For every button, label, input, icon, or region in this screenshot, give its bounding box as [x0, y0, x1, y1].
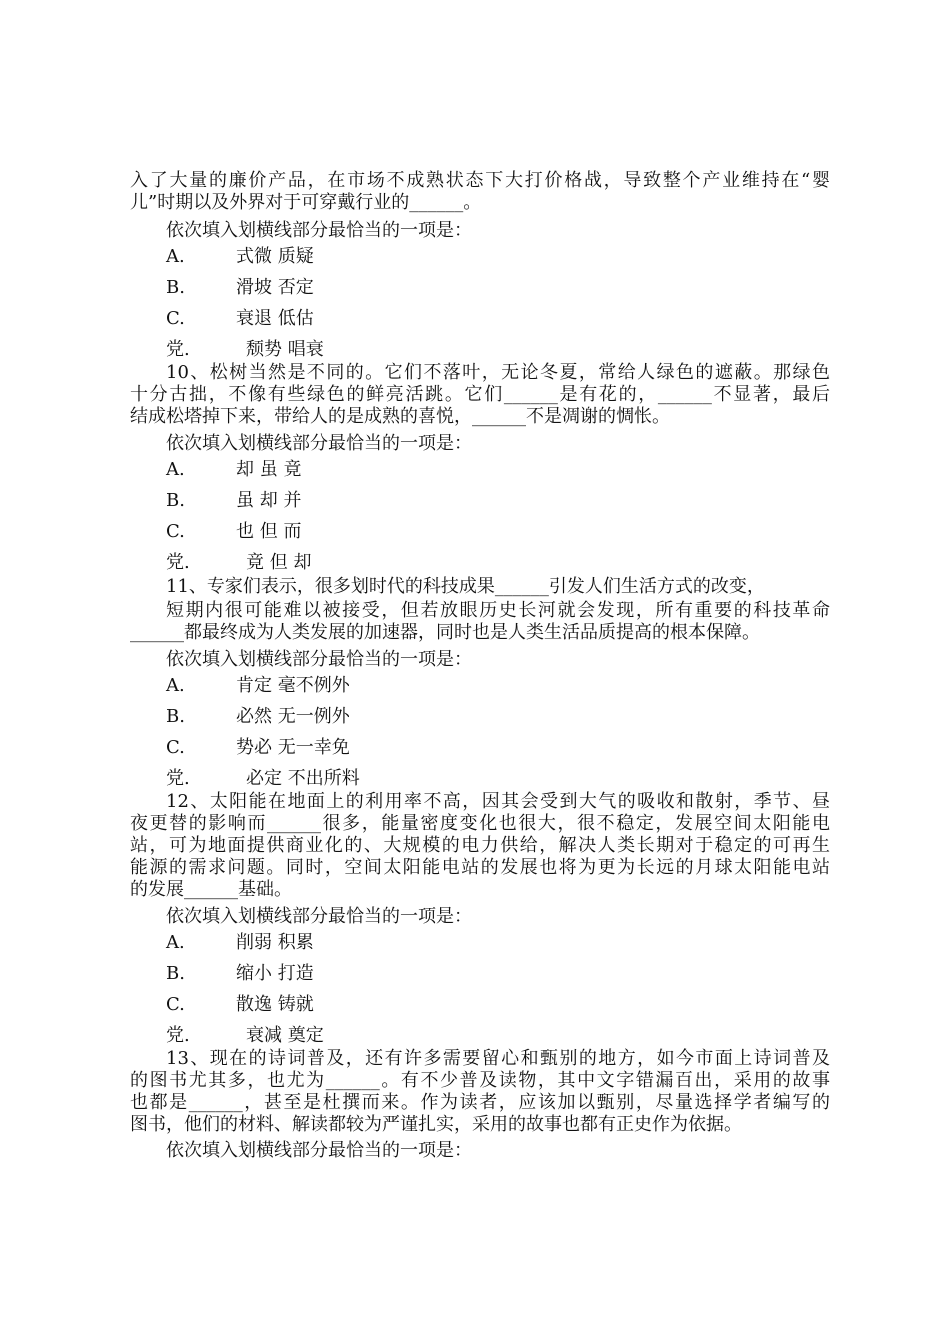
option-text: 必定 不出所料	[246, 768, 360, 789]
q12-text-line-5: 的发展______基础。	[130, 879, 292, 900]
option-key: 党.	[166, 1025, 190, 1046]
q9-option-d	[166, 339, 324, 361]
q11-instruction: 依次填入划横线部分最恰当的一项是：	[166, 649, 472, 670]
q13-text-line-2: 的图书尤其多，也尤为______。有不少普及读物，其中文字错漏百出，采用的故事	[130, 1070, 830, 1091]
q11-text-line-1: 11、专家们表示，很多划时代的科技成果______引发人们生活方式的改变，	[166, 576, 765, 597]
option-text: 肯定 毫不例外	[236, 675, 350, 696]
option-text: 衰减 奠定	[246, 1025, 324, 1046]
q10-text-line-1: 10、松树当然是不同的。它们不落叶，无论冬夏，常给人绿色的遮蔽。那绿色	[166, 362, 830, 383]
option-text: 衰退 低估	[236, 308, 314, 329]
option-key: B.	[166, 706, 185, 727]
option-key: 党.	[166, 768, 190, 789]
q10-text-line-2: 十分古拙，不像有些绿色的鲜亮活跳。它们______是有花的，______不显著，最后	[130, 384, 830, 405]
q10-instruction: 依次填入划横线部分最恰当的一项是：	[166, 433, 472, 454]
q12-instruction: 依次填入划横线部分最恰当的一项是：	[166, 906, 472, 927]
option-key: A.	[166, 675, 185, 696]
option-key: A.	[166, 459, 185, 480]
option-text: 削弱 积累	[236, 932, 314, 953]
q13-text-line-1: 13、现在的诗词普及，还有许多需要留心和甄别的地方，如今市面上诗词普及	[166, 1048, 830, 1069]
option-key: B.	[166, 963, 185, 984]
q12-text-line-2: 夜更替的影响而______很多，能量密度变化也很大，很不稳定，发展空间太阳能电	[130, 813, 830, 834]
option-text: 却 虽 竟	[236, 459, 302, 480]
option-key: C.	[166, 737, 185, 758]
option-text: 虽 却 并	[236, 490, 302, 511]
q12-option-a	[166, 932, 314, 954]
q12-text-line-4: 能源的需求问题。同时，空间太阳能电站的发展也将为更为长远的月球太阳能电站	[130, 857, 830, 878]
option-text: 势必 无一幸免	[236, 737, 350, 758]
option-key: C.	[166, 521, 185, 542]
option-key: C.	[166, 308, 185, 329]
q10-text-line-3: 结成松塔掉下来，带给人的是成熟的喜悦，______不是凋谢的惆怅。	[130, 406, 670, 427]
q12-option-b	[166, 963, 314, 985]
option-text: 滑坡 否定	[236, 277, 314, 298]
q12-text-line-3: 站，可为地面提供商业化的、大规模的电力供给，解决人类长期对于稳定的可再生	[130, 835, 830, 856]
option-text: 颓势 唱衰	[246, 339, 324, 360]
q13-instruction: 依次填入划横线部分最恰当的一项是：	[166, 1140, 472, 1161]
option-text: 缩小 打造	[236, 963, 314, 984]
option-text: 也 但 而	[236, 521, 302, 542]
q12-option-d	[166, 1025, 324, 1047]
q11-option-a	[166, 675, 350, 697]
option-key: C.	[166, 994, 185, 1015]
q9-text-line-2: 儿”时期以及外界对于可穿戴行业的______。	[130, 192, 482, 213]
option-key: B.	[166, 490, 185, 511]
option-text: 散逸 铸就	[236, 994, 314, 1015]
q10-option-d	[166, 552, 311, 574]
option-text: 竟 但 却	[246, 552, 312, 573]
q11-option-b	[166, 706, 350, 728]
q13-text-line-4: 图书，他们的材料、解读都较为严谨扎实，采用的故事也都有正史作为依据。	[130, 1114, 742, 1135]
q9-option-a	[166, 246, 314, 268]
q10-option-a	[166, 459, 301, 481]
q9-option-c	[166, 308, 314, 330]
q12-text-line-1: 12、太阳能在地面上的利用率不高，因其会受到大气的吸收和散射，季节、昼	[166, 791, 830, 812]
option-text: 必然 无一例外	[236, 706, 350, 727]
option-key: 党.	[166, 552, 190, 573]
option-key: B.	[166, 277, 185, 298]
q12-option-c	[166, 994, 314, 1016]
q9-text-line-1: 入了大量的廉价产品，在市场不成熟状态下大打价格战，导致整个产业维持在“婴	[130, 170, 830, 191]
q11-text-line-3: ______都最终成为人类发展的加速器，同时也是人类生活品质提高的根本保障。	[130, 622, 760, 643]
q10-option-c	[166, 521, 301, 543]
q11-option-d	[166, 768, 360, 790]
option-key: A.	[166, 932, 185, 953]
option-key: 党.	[166, 339, 190, 360]
option-key: A.	[166, 246, 185, 267]
q10-option-b	[166, 490, 301, 512]
q9-option-b	[166, 277, 314, 299]
q11-text-line-2: 短期内很可能难以被接受，但若放眼历史长河就会发现，所有重要的科技革命	[166, 600, 830, 621]
q13-text-line-3: 也都是______，甚至是杜撰而来。作为读者，应该加以甄别，尽量选择学者编写的	[130, 1092, 830, 1113]
option-text: 式微 质疑	[236, 246, 314, 267]
q9-instruction: 依次填入划横线部分最恰当的一项是：	[166, 220, 472, 241]
q11-option-c	[166, 737, 350, 759]
